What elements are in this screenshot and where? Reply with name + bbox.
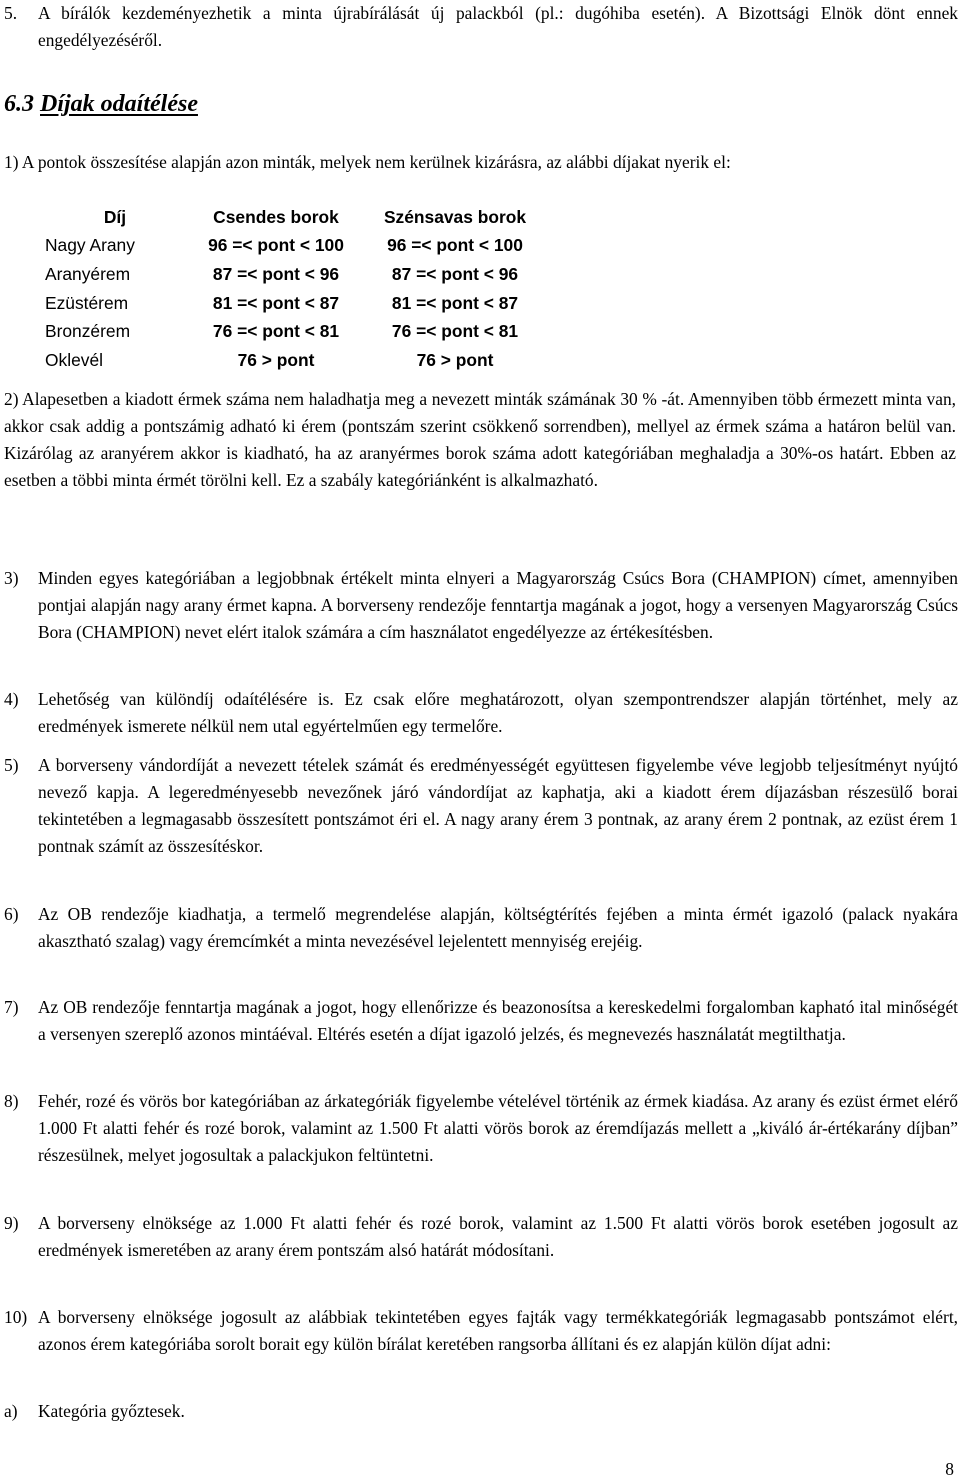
list-item — [4, 752, 958, 860]
list-item — [4, 901, 958, 955]
item-number: 9) — [4, 1213, 19, 1233]
table-header-row — [39, 203, 549, 232]
sparkling-range: 81 =< pont < 87 — [391, 292, 519, 313]
item-text: A borverseny elnöksége az 1.000 Ft alatti fehér és rozé borok, valamint az 1.500 Ft alatti vörös borok esetében jogosult az eredmények ismeretében az arany érem pontszám alsó határát módosítani. — [38, 1213, 958, 1260]
page-number: 8 — [945, 1459, 954, 1479]
list-item — [4, 0, 958, 54]
item-text: Minden egyes kategóriában a legjobbnak értékelt minta elnyeri a Magyarország Csúcs Bora (CHAMPION) címet, amennyiben pontjai alapján nagy arany érmet kapna. A borverseny rendezője fenntartja magának a jogot, hogy a versenyen Magyarország Csúcs Bora (CHAMPION) nevet elért italok számára a cím használatot engedélyezze az értékesítésben. — [38, 568, 958, 642]
still-range: 81 =< pont < 87 — [212, 292, 340, 313]
table-row — [39, 317, 549, 346]
section-heading — [4, 86, 198, 122]
item-number: a) — [4, 1401, 18, 1421]
still-range: 76 =< pont < 81 — [212, 321, 340, 342]
item-text: A borverseny elnöksége jogosult az alábbiak tekintetében egyes fajták vagy termékkategóriák legmagasabb pontszámot elért, azonos érem kategóriába sorolt borait egy külön bírálat keretében rangsorba állítani és ez alapján külön díjat adni: — [38, 1307, 958, 1354]
item-text: A borverseny vándordíját a nevezett tételek számát és eredményességét együttesen figyelembe véve legjobb teljesítményt nyújtó nevező kapja. A legeredményesebb nevezőnek járó vándordíjat az kaphatja, aki a kiadott érem díjazásban részesülő borai tekintetében a legmagasabb összesített pontszámot éri el. A nagy arany érem 3 pontnak, az arany érem 2 pontnak, az ezüst érem 1 pontnak számít az összesítéskor. — [38, 755, 958, 856]
list-item — [4, 1398, 958, 1425]
item-text: Lehetőség van különdíj odaítélésére is. Ez csak előre meghatározott, olyan szempontrendszer alapján történhet, mely az eredmények ismerete nélkül nem utal egyértelműen egy termelőre. — [38, 689, 958, 736]
table-row — [39, 232, 549, 261]
table-row — [39, 346, 549, 375]
item-number: 5. — [4, 3, 18, 23]
prize-name: Ezüstérem — [45, 292, 129, 313]
item-number: 5) — [4, 755, 19, 775]
header-sparkling-wines: Szénsavas borok — [383, 206, 527, 227]
sparkling-range: 76 > pont — [416, 349, 494, 370]
paragraph-1: 1) A pontok összesítése alapján azon minták, melyek nem kerülnek kizárásra, az alábbi díjakat nyerik el: — [4, 152, 731, 172]
list-item — [4, 1304, 958, 1358]
prize-name: Aranyérem — [45, 263, 131, 284]
item-number: 4) — [4, 689, 19, 709]
header-prize: Díj — [103, 206, 127, 227]
item-text: Kategória győztesek. — [38, 1401, 185, 1421]
item-text: Fehér, rozé és vörös bor kategóriában az árkategóriák figyelembe vételével történik az érmek kiadása. Az arany és ezüst érmet elérő 1.000 Ft alatti fehér és rozé borok, valamint az 1.500 Ft alatti vörös borok az éremdíjazás mellett a „kiváló ár-értékarány díjban” részesülnek, melyet jogosultak a palackjukon feltüntetni. — [38, 1091, 958, 1165]
still-range: 96 =< pont < 100 — [208, 235, 344, 256]
list-item — [4, 565, 958, 646]
list-item — [4, 1210, 958, 1264]
sparkling-range: 76 =< pont < 81 — [391, 321, 519, 342]
section-title: Díjak odaítélése — [40, 91, 198, 117]
item-number: 8) — [4, 1091, 19, 1111]
sparkling-range: 96 =< pont < 100 — [387, 235, 523, 256]
item-number: 7) — [4, 997, 19, 1017]
item-number: 3) — [4, 568, 19, 588]
prize-name: Nagy Arany — [45, 235, 135, 256]
prize-table — [39, 203, 549, 375]
list-item — [4, 994, 958, 1048]
section-number: 6.3 — [4, 91, 34, 117]
paragraph-2: 2) Alapesetben a kiadott érmek száma nem haladhatja meg a nevezett minták számának 30 % -át. Amennyiben több érmezett minta van, akkor csak addig a pontszámig adható ki érem (pontszám szerint csökkenő sorrendben), mellyel az érmek száma a határon belül van. Kizárólag az aranyérem akkor is kiadható, ha az aranyérmes borok száma adott kategóriában meghaladja a 30%-os határt. Ebben az esetben a többi minta érmét törölni kell. Ez a szabály kategóriánként is alkalmazható. — [4, 389, 956, 490]
list-item — [4, 686, 958, 740]
item-text: Az OB rendezője fenntartja magának a jogot, hogy ellenőrizze és beazonosítsa a kereskedelmi forgalomban kapható ital minőségét a versenyen szereplő azonos mintáéval. Eltérés esetén a díjat igazoló jelzés, és megnevezés használatát megtilthatja. — [38, 997, 958, 1044]
still-range: 76 > pont — [237, 349, 315, 370]
table-row — [39, 260, 549, 289]
item-number: 6) — [4, 904, 19, 924]
still-range: 87 =< pont < 96 — [212, 263, 340, 284]
table-row — [39, 289, 549, 318]
prize-name: Bronzérem — [45, 321, 131, 342]
item-text: A bírálók kezdeményezhetik a minta újrabírálását új palackból (pl.: dugóhiba esetén). A Bizottsági Elnök dönt ennek engedélyezéséről. — [38, 3, 958, 50]
sparkling-range: 87 =< pont < 96 — [391, 263, 519, 284]
item-text: Az OB rendezője kiadhatja, a termelő megrendelése alapján, költségtérítés fejében a minta érmét igazoló (palack nyakára akasztható szalag) vagy éremcímkét a minta nevezésével lejelentett mennyiség erejéig. — [38, 904, 958, 951]
header-still-wines: Csendes borok — [213, 206, 339, 227]
list-item — [4, 1088, 958, 1169]
item-number: 10) — [4, 1307, 28, 1327]
prize-name: Oklevél — [45, 349, 103, 370]
